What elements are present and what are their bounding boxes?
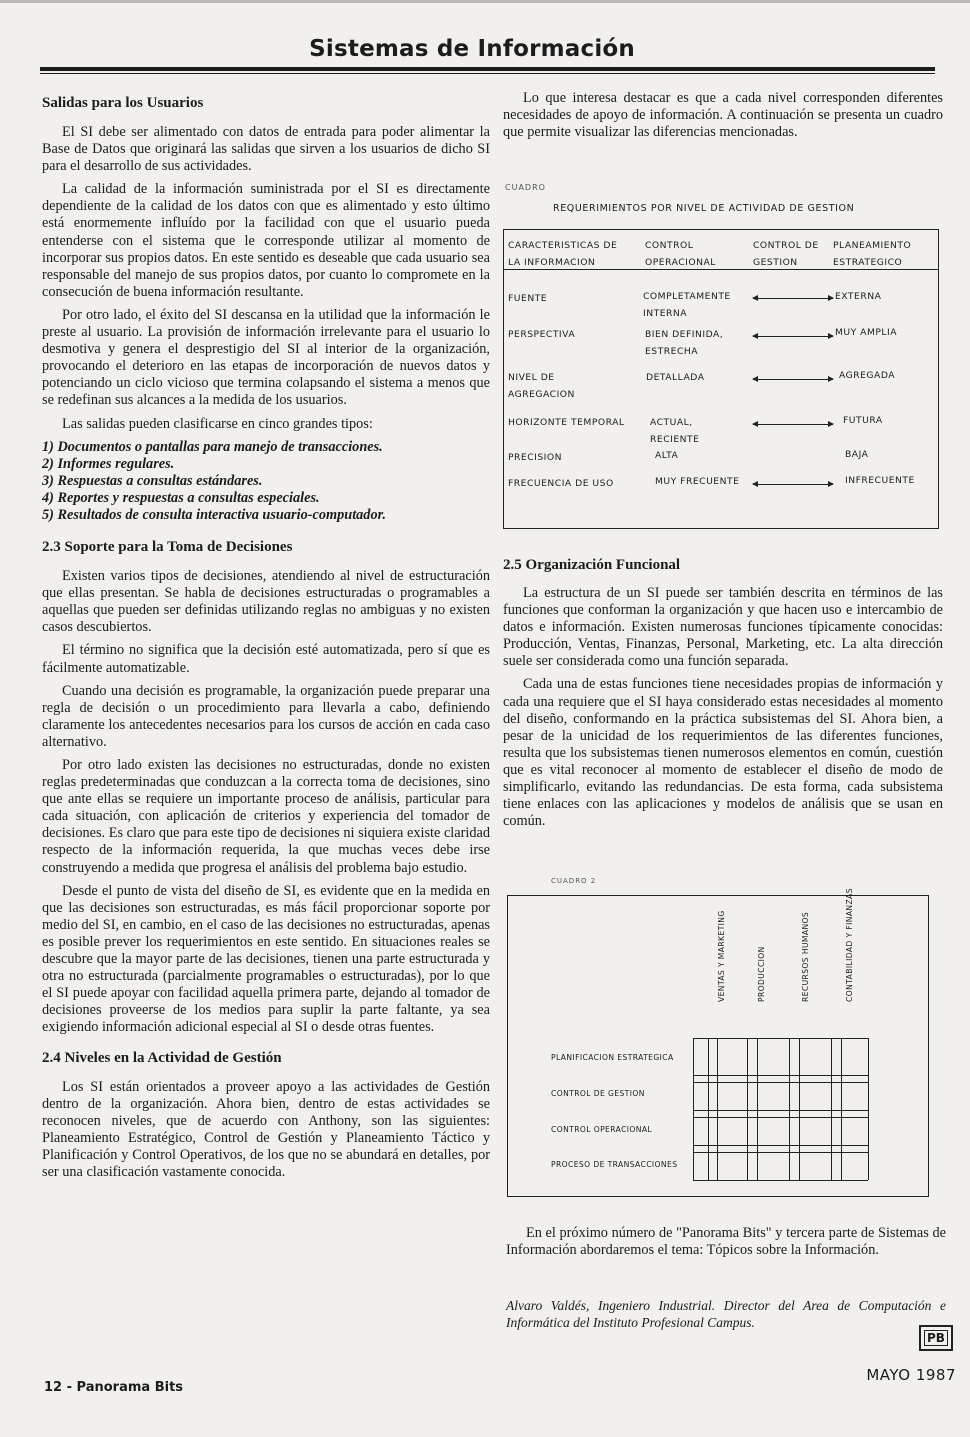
row-high: INFRECUENTE — [845, 475, 915, 486]
row-label: CONTROL OPERACIONAL — [551, 1125, 653, 1134]
paragraph: Lo que interesa destacar es que a cada nivel corresponden diferentes necesidades de apoyo de información. A continuación se presenta un cuadro que permite visualizar las diferencias mencionadas. — [503, 90, 943, 141]
paragraph: Los SI están orientados a proveer apoyo a las actividades de Gestión dentro de la organización. Ahora bien, dentro de estas actividades se reconocen niveles, que de acuerdo con Anthony, son las siguientes: Planeamiento Estratégico, Control de Gestión y Planeamiento Táctico y Planificación y Control Operativos, de los que no se abundará en detalles, por ser una clasificación vastamente conocida. — [42, 1078, 490, 1180]
row-high: FUTURA — [843, 415, 883, 426]
column-label: RECURSOS HUMANOS — [801, 911, 810, 1002]
output-types-list — [42, 439, 490, 524]
grid-line — [717, 1038, 718, 1180]
grid-line — [693, 1038, 694, 1180]
matrix-caption: CUADRO 2 — [551, 877, 597, 885]
list-item: 1) Documentos o pantallas para manejo de transacciones. — [42, 438, 383, 455]
paragraph: Por otro lado existen las decisiones no estructuradas, donde no existen reglas predeterminadas que conduzcan a la correcta toma de decisiones, sino que ante ellas se requiere un importante proceso de análisis, particular para cada situación, con aplicación de criterios y experiencia del tomador de decisiones. Es claro que para este tipo de decisiones ni siquiera existe claridad respecto de la información requerida, la que muchas veces debe irse construyendo a medida que progresa el análisis del problema bajo estudio. — [42, 757, 490, 876]
row-label: CONTROL DE GESTION — [551, 1089, 645, 1098]
section-title-organizacion: 2.5 Organización Funcional — [503, 557, 681, 573]
range-arrow — [753, 424, 833, 425]
row-low: DETALLADA — [646, 372, 705, 383]
header-rule — [40, 67, 935, 71]
paragraph: En el próximo número de "Panorama Bits" y tercera parte de Sistemas de Información abordaremos el tema: Tópicos sobre la Información. — [506, 1225, 946, 1259]
matrix-funciones — [505, 875, 937, 1210]
range-arrow — [753, 336, 833, 337]
paragraph: El SI debe ser alimentado con datos de entrada para poder alimentar la Base de Datos que originará las salidas que sirven a los usuarios de dicho SI para el desarrollo de sus actividades. — [42, 124, 490, 175]
paragraph: El término no significa que la decisión esté automatizada, pero sí que es fácilmente automatizable. — [42, 642, 490, 676]
list-item: 2) Informes regulares. — [42, 455, 175, 472]
range-arrow — [753, 298, 833, 299]
list-item: 4) Reportes y respuestas a consultas especiales. — [42, 489, 320, 506]
paragraph: Cuando una decisión es programable, la organización puede preparar una regla de decisión o un procedimiento para llevarla a cabo, definiendo claramente los antecedentes necesarios para los cursos de acción en cada caso alternativo. — [42, 682, 490, 750]
grid-line — [708, 1038, 709, 1180]
row-high: AGREGADA — [839, 370, 896, 381]
column-label: VENTAS Y MARKETING — [717, 910, 726, 1002]
closing-note — [506, 1225, 946, 1259]
column-label: PRODUCCION — [757, 946, 766, 1002]
top-edge — [0, 0, 970, 3]
range-arrow — [753, 379, 833, 380]
section-title-salidas: Salidas para los Usuarios — [42, 95, 204, 111]
grid-line — [868, 1038, 869, 1180]
grid-line — [757, 1038, 758, 1180]
row-low: BIEN DEFINIDA, ESTRECHA — [645, 329, 724, 357]
right-column — [503, 90, 943, 147]
paragraph: Las salidas pueden clasificarse en cinco grandes tipos: — [62, 415, 373, 432]
pb-logo: PB — [919, 1325, 953, 1351]
range-arrow — [753, 484, 833, 485]
paragraph: Existen varios tipos de decisiones, atendiendo al nivel de estructuración que ellas presentan. Se habla de decisiones estructuradas o programables a aquellas que pueden ser definidas utilizando reglas no ambiguas y no existen casos descubiertos. — [42, 568, 490, 636]
row-label: FRECUENCIA DE USO — [508, 478, 614, 489]
row-low: MUY FRECUENTE — [655, 476, 740, 487]
grid-line — [747, 1038, 748, 1180]
grid-line — [799, 1038, 800, 1180]
paragraph: Cada una de estas funciones tiene necesidades propias de información y cada una requiere que el SI haya considerado estas necesidades al momento del diseño, conformando en la práctica subsistemas del SI. Ahora bien, a pesar de la unicidad de los requerimientos de las diferentes funciones, resulta que los subsistemas tienen numerosos elementos en común, cuestión que es vital reconocer al momento de establecer el diseño de modo de simplificarlo, evitando las redundancias. De esta forma, cada subsistema tiene enlaces con las aplicaciones y modelos de análisis que se usan en común. — [503, 676, 943, 830]
table-header: PLANEAMIENTO ESTRATEGICO — [833, 240, 912, 268]
row-label: NIVEL DE AGREGACION — [508, 372, 575, 400]
header — [40, 36, 935, 68]
list-item: 3) Respuestas a consultas estándares. — [42, 472, 263, 489]
page-number: 12 - Panorama Bits — [44, 1380, 184, 1395]
row-low: ACTUAL, RECIENTE — [650, 417, 700, 445]
author-credit: Alvaro Valdés, Ingeniero Industrial. Director del Area de Computación e Informática del Instituto Profesional Campus. — [506, 1298, 946, 1331]
column-label: CONTABILIDAD Y FINANZAS — [845, 888, 854, 1002]
header-rule-thin — [40, 73, 935, 74]
grid-line — [789, 1038, 790, 1180]
row-label: FUENTE — [508, 293, 548, 304]
grid-line — [693, 1180, 868, 1181]
table-header: CONTROL DE GESTION — [753, 240, 819, 268]
row-low: ALTA — [655, 450, 679, 461]
paragraph: Desde el punto de vista del diseño de SI, es evidente que en la medida en que las decisiones son estructuradas, es más fácil proporcionar soporte por medio del SI, en cambio, en el caso de las decisiones no estructuradas, apenas es posible prever los requerimientos en este sentido. En situaciones reales se descubre que la mayor parte de las decisiones, tienen una parte estructurada y otra no estructurada (parcialmente programables o estructuradas), por lo que el SI puede apoyar con facilidad aquella primera parte, dejando al tomador de decisiones proveerse de los medios para suplir la parte faltante, ya sea exigiendo información adicional especial al SI o desde otras fuentes. — [42, 882, 490, 1036]
row-label: PERSPECTIVA — [508, 329, 576, 340]
row-high: BAJA — [845, 449, 869, 460]
grid-line — [841, 1038, 842, 1180]
right-column-lower — [503, 556, 943, 836]
table-title: REQUERIMIENTOS POR NIVEL DE ACTIVIDAD DE GESTION — [553, 203, 855, 214]
section-title-soporte: 2.3 Soporte para la Toma de Decisiones — [42, 539, 293, 556]
issue-date: MAYO 1987 — [866, 1366, 956, 1384]
paragraph: La calidad de la información suministrada por el SI es directamente dependiente de la calidad de los datos con que es alimentado y esto último está enormemente influído por la facilidad con que el usuario pueda entenderse con el sistema que le corresponde utilizar al momento de incorporar sus propios datos. En este sentido es deseable que cada usuario sea responsable del manejo de sus propios datos, por cuanto lo compromete en la consecución de buena información resultante. — [42, 181, 490, 300]
row-high: EXTERNA — [835, 291, 882, 302]
paragraph: Por otro lado, el éxito del SI descansa en la utilidad que la información le preste al usuario. La provisión de información irrelevante para el usuario lo desmotiva y genera el desprestigio del SI al interior de la organización, provocando el deterioro en las etapas de incorporación de nuevos datos y potenciando un ciclo vicioso que termina colapsando el sistema a menos que se redefinan sus alcances a la medida de los usuarios. — [42, 306, 490, 409]
row-high: MUY AMPLIA — [835, 327, 898, 338]
row-low: COMPLETAMENTE INTERNA — [643, 291, 731, 319]
table-requerimientos — [503, 183, 939, 530]
list-item: 5) Resultados de consulta interactiva usuario-computador. — [42, 506, 386, 523]
row-label: PRECISION — [508, 452, 562, 463]
paragraph: La estructura de un SI puede ser también descrita en términos de las funciones que conforman la organización y que hacen uso e intercambio de datos e información. Existen numerosas funciones típicamente conocidas: Producción, Ventas, Finanzas, Personal, Marketing, etc. La alta dirección suele ser considerada como una función separada. — [503, 585, 943, 670]
table-header: CONTROL OPERACIONAL — [645, 240, 716, 268]
left-column — [42, 94, 490, 1187]
table-header: CARACTERISTICAS DE LA INFORMACION — [508, 240, 618, 268]
section-title-niveles: 2.4 Niveles en la Actividad de Gestión — [42, 1049, 282, 1066]
page-title: Sistemas de Información — [309, 36, 635, 62]
row-label: HORIZONTE TEMPORAL — [508, 417, 625, 428]
table-caption: CUADRO — [505, 183, 546, 192]
row-label: PROCESO DE TRANSACCIONES — [551, 1160, 678, 1169]
row-label: PLANIFICACION ESTRATEGICA — [551, 1053, 674, 1062]
grid-line — [831, 1038, 832, 1180]
